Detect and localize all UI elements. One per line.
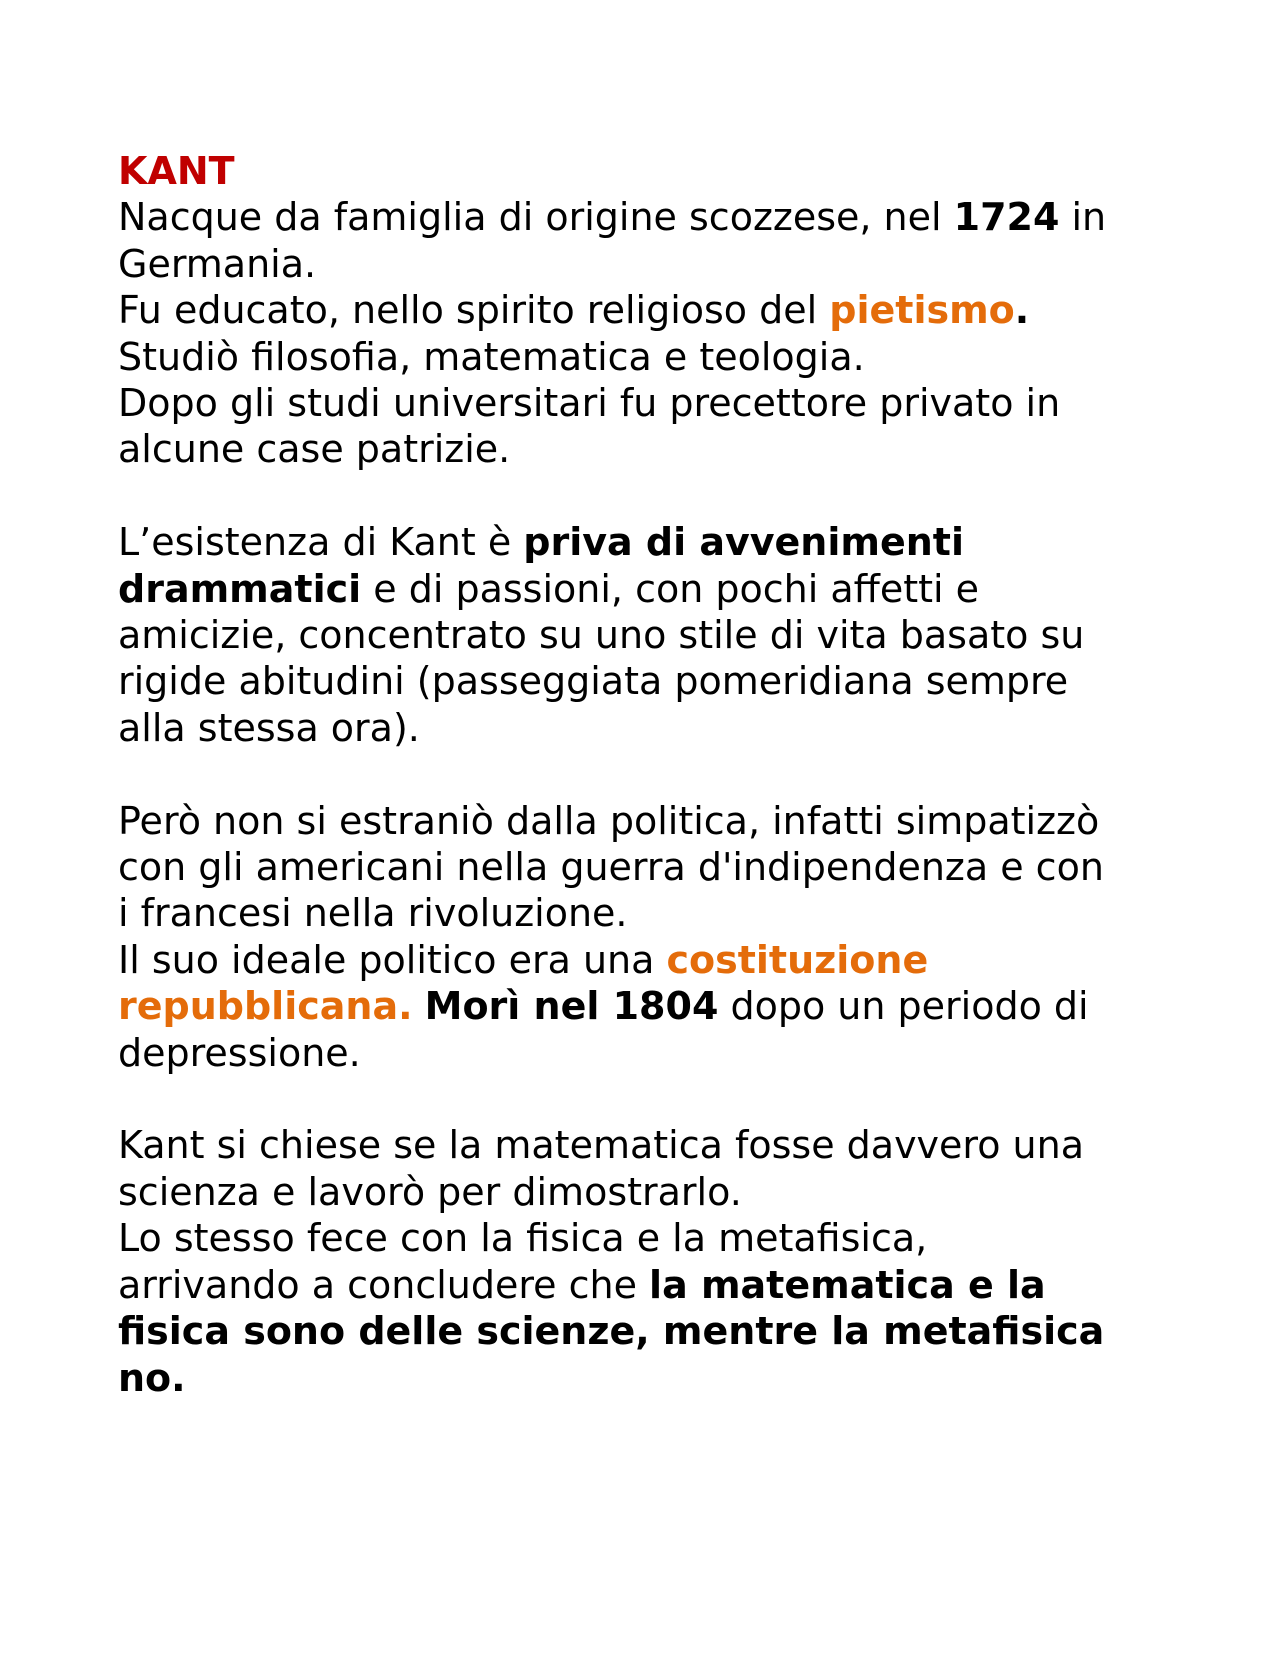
text-line: Kant si chiese se la matematica fosse davvero una [118, 1123, 1084, 1168]
text-line: Però non si estraniò dalla politica, infatti simpatizzò [118, 798, 1100, 843]
paragraph-spacer [118, 751, 1178, 797]
document-title: KANT [118, 149, 235, 193]
text-line [118, 566, 1178, 612]
text-line: Studiò filosofia, matematica e teologia. [118, 334, 865, 379]
text-line: fisica sono delle scienze, mentre la metafisica [118, 1309, 1105, 1354]
paragraph-spacer [118, 1076, 1178, 1122]
text-line: Germania. [118, 241, 317, 286]
text-line [118, 287, 1178, 333]
text-line [118, 194, 1178, 240]
highlight-pietismo: pietismo [829, 288, 1015, 333]
text-run [413, 984, 425, 1028]
paragraph-life [118, 519, 1178, 751]
text-run: e di passioni, con pochi affetti e [361, 566, 980, 611]
paragraph-politics [118, 798, 1178, 1076]
text-run: arrivando a concludere che [118, 1262, 650, 1307]
text-line: alla stessa ora). [118, 705, 420, 750]
paragraph-biography [118, 194, 1178, 472]
highlight-repubblicana: repubblicana. [118, 984, 413, 1029]
text-line: Dopo gli studi universitari fu precettore privato in [118, 381, 1061, 426]
death-year: Morì nel 1804 [424, 984, 719, 1029]
text-run: L’esistenza di Kant è [118, 520, 524, 565]
bold-phrase: priva di avvenimenti [523, 520, 964, 565]
text-line: amicizie, concentrato su uno stile di vita basato su [118, 613, 1085, 658]
text-line [118, 519, 1178, 565]
text-run: . [1014, 288, 1030, 333]
text-line: no. [118, 1355, 186, 1400]
text-line: depressione. [118, 1030, 361, 1075]
text-run: Nacque da famiglia di origine scozzese, nel [118, 195, 954, 240]
text-line: Lo stesso fece con la fisica e la metafisica, [118, 1216, 928, 1261]
text-line [118, 983, 1178, 1029]
document-page [118, 148, 1178, 1401]
text-line [118, 1262, 1178, 1308]
text-run: dopo un periodo di [718, 984, 1089, 1029]
text-run: Fu educato, nello spirito religioso del [118, 288, 830, 333]
text-line: rigide abitudini (passeggiata pomeridiana sempre [118, 659, 1069, 704]
bold-phrase: drammatici [118, 566, 362, 611]
birth-year: 1724 [953, 195, 1060, 240]
text-line [118, 937, 1178, 983]
text-line: alcune case patrizie. [118, 427, 511, 472]
paragraph-spacer [118, 473, 1178, 519]
paragraph-science [118, 1122, 1178, 1400]
text-line: scienza e lavorò per dimostrarlo. [118, 1169, 742, 1214]
text-line: con gli americani nella guerra d'indipendenza e con [118, 845, 1104, 890]
text-run: in [1059, 195, 1107, 240]
text-run: Il suo ideale politico era una [118, 937, 667, 982]
text-line: i francesi nella rivoluzione. [118, 891, 628, 936]
bold-phrase: la matematica e la [649, 1262, 1046, 1307]
highlight-costituzione: costituzione [666, 937, 929, 982]
